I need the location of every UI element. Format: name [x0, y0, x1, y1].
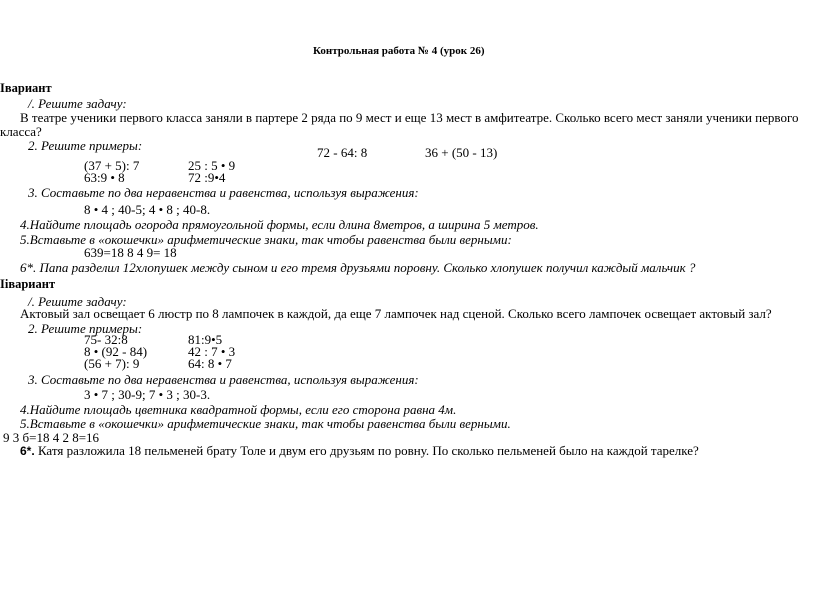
v1-task1-text-cont: класса?	[0, 124, 42, 139]
v2-example: 42 : 7 • 3	[188, 344, 236, 359]
variant2-heading: Iiвариант	[0, 277, 56, 291]
v2-example: 81:9•5	[188, 332, 223, 347]
variant1-heading: Iвариант	[0, 81, 52, 95]
v2-task6-number: 6*.	[20, 444, 35, 458]
v1-task3-expr: 8 • 4 ; 40-5; 4 • 8 ; 40-8.	[84, 202, 211, 217]
v1-example: 36 + (50 - 13)	[425, 145, 498, 160]
v2-task4: 4.Найдите площадь цветника квадратной формы, если его сторона равна 4м.	[20, 402, 457, 417]
v2-example: 8 • (92 - 84)	[84, 344, 148, 359]
v1-example: 25 : 5 • 9	[188, 158, 236, 173]
v2-task1-text: Актовый зал освещает 6 люстр по 8 лампочек в каждой, да еще 7 лампочек над сценой. Сколько всего лампочек освещает актовый зал?	[20, 306, 772, 321]
v2-example: 75- 32:8	[84, 332, 128, 347]
v1-task3-label: 3. Составьте по два неравенства и равенства, используя выражения:	[28, 185, 419, 200]
v1-task5-label: 5.Вставьте в «окошечки» арифметические знаки, так чтобы равенства были верными:	[20, 232, 512, 247]
v1-example: 63:9 • 8	[84, 170, 125, 185]
v2-example: 64: 8 • 7	[188, 356, 232, 371]
v2-task3-expr: 3 • 7 ; 30-9; 7 • 3 ; 30-3.	[84, 387, 211, 402]
v1-task1-label: /. Решите задачу:	[28, 96, 127, 111]
v2-example: (56 + 7): 9	[84, 356, 140, 371]
v1-task5-expr: 639=18 8 4 9= 18	[84, 245, 177, 260]
v1-example: (37 + 5): 7	[84, 158, 140, 173]
v1-task6: 6*. Папа разделил 12хлопушек между сыном и его тремя друзьями поровну. Сколько хлопушек получил каждый мальчик ?	[20, 260, 696, 275]
v2-task5-label: 5.Вставьте в «окошечки» арифметические знаки, так чтобы равенства были верными.	[20, 416, 511, 431]
v1-task4: 4.Найдите площадь огорода прямоугольной формы, если длина 8метров, а ширина 5 метров.	[20, 217, 539, 232]
v2-task3-label: 3. Составьте по два неравенства и равенства, используя выражения:	[28, 372, 419, 387]
v2-task1-label: /. Решите задачу:	[28, 294, 127, 309]
v1-task1-text: В театре ученики первого класса заняли в партере 2 ряда по 9 мест и еще 13 мест в амфитеатре. Сколько всего мест заняли ученики первого	[20, 110, 799, 125]
page-title: Контрольная работа № 4 (урок 26)	[313, 45, 485, 57]
v1-example: 72 - 64: 8	[317, 145, 368, 160]
v1-example: 72 :9•4	[188, 170, 226, 185]
v2-task6	[20, 443, 699, 459]
v2-task6-text: Катя разложила 18 пельменей брату Толе и двум его друзьям по ровну. По сколько пельменей было на каждой тарелке?	[34, 443, 699, 458]
v2-task2-label: 2. Решите примеры:	[28, 321, 143, 336]
v2-task5-expr: 9 3 б=18 4 2 8=16	[3, 430, 100, 445]
v1-task2-label: 2. Решите примеры:	[28, 138, 143, 153]
